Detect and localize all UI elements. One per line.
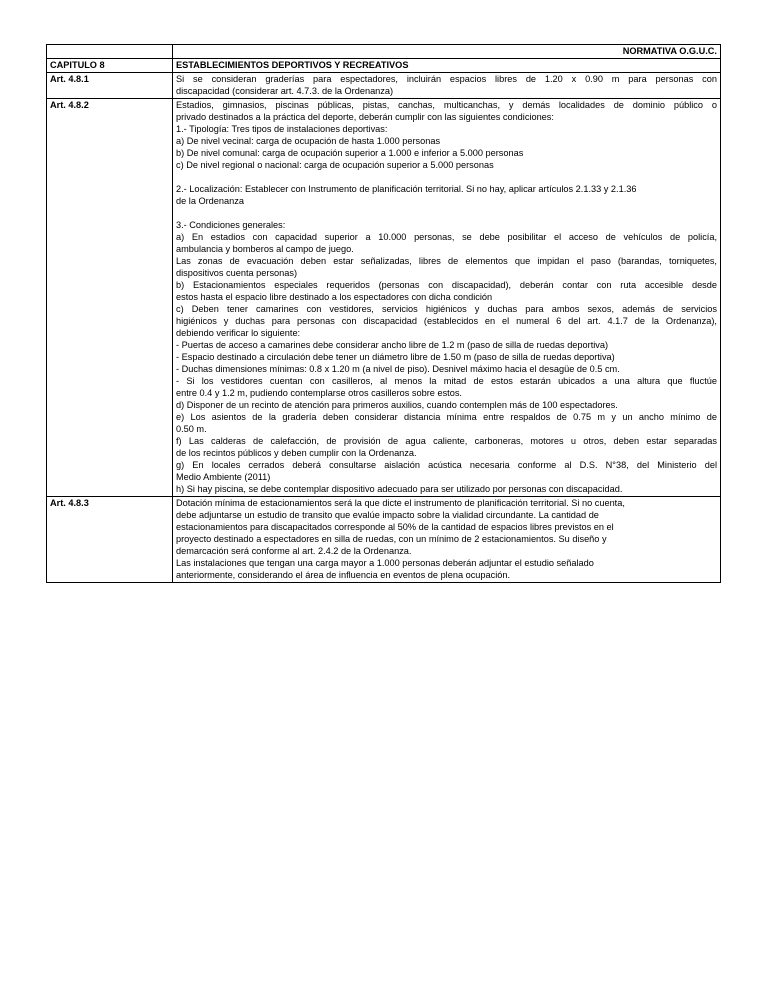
table-row xyxy=(47,45,721,59)
article-text-4-8-2 xyxy=(173,99,721,497)
text-line: debiendo verificar lo siguiente: xyxy=(176,328,301,338)
text-line: 1.- Tipología: Tres tipos de instalaciones deportivas: xyxy=(176,124,388,134)
table-row xyxy=(47,497,721,583)
empty-cell xyxy=(47,45,173,59)
text-line: 3.- Condiciones generales: xyxy=(176,220,286,230)
text-line: ambulancia y bomberos al campo de juego. xyxy=(176,244,354,254)
paragraph-gap xyxy=(176,207,717,219)
article-text-4-8-1 xyxy=(173,73,721,99)
text-line: Las zonas de evacuación deben estar señalizadas, libres de elementos que impidan el paso (barandas, torniquetes, xyxy=(176,256,717,266)
text-line: de los recintos públicos y deben cumplir con la Ordenanza. xyxy=(176,448,417,458)
text-line: de la Ordenanza xyxy=(176,196,244,206)
text-line: - Puertas de acceso a camarines debe considerar ancho libre de 1.2 m (paso de silla de ruedas deportiva) xyxy=(176,340,609,350)
article-text-4-8-3 xyxy=(173,497,721,583)
text-line: estacionamientos para discapacitados corresponde al 50% de la cantidad de espacios libres previstos en el xyxy=(176,522,614,532)
text-line: proyecto destinado a espectadores en silla de ruedas, con un mínimo de 2 estacionamientos. Su diseño y xyxy=(176,534,607,544)
article-label-4-8-2: Art. 4.8.2 xyxy=(47,99,173,497)
text-line: a) De nivel vecinal: carga de ocupación de hasta 1.000 personas xyxy=(176,136,441,146)
text-line: discapacidad (considerar art. 4.7.3. de la Ordenanza) xyxy=(176,86,394,96)
text-line: b) Estacionamientos especiales requeridos (personas con discapacidad), deberán contar con ruta accesible desde xyxy=(176,280,717,290)
text-line: c) Deben tener camarines con vestidores, servicios higiénicos y duchas para ambos sexos, además de servicios xyxy=(176,304,717,314)
text-line: Las instalaciones que tengan una carga mayor a 1.000 personas deberán adjuntar el estudio señalado xyxy=(176,558,594,568)
text-line: debe adjuntarse un estudio de transito que evalúe impacto sobre la vialidad circundante. La cantidad de xyxy=(176,510,599,520)
table-row xyxy=(47,73,721,99)
text-line: g) En locales cerrados deberá consultarse aislación acústica necesaria conforme al D.S. N°38, del Ministerio del xyxy=(176,460,717,470)
chapter-label: CAPITULO 8 xyxy=(47,59,173,73)
text-line: demarcación será conforme al art. 2.4.2 de la Ordenanza. xyxy=(176,546,412,556)
text-line: a) En estadios con capacidad superior a 10.000 personas, se debe posibilitar el acceso de vehículos de policía, xyxy=(176,232,717,242)
text-line: - Espacio destinado a circulación debe tener un diámetro libre de 1.50 m (paso de silla de ruedas deportiva) xyxy=(176,352,615,362)
text-line: 2.- Localización: Establecer con Instrumento de planificación territorial. Si no hay, aplicar artículos 2.1.33 y 2.1.36 xyxy=(176,184,637,194)
chapter-title: ESTABLECIMIENTOS DEPORTIVOS Y RECREATIVOS xyxy=(173,59,721,73)
article-label-4-8-3: Art. 4.8.3 xyxy=(47,497,173,583)
text-line: - Duchas dimensiones mínimas: 0.8 x 1.20 m (a nivel de piso). Desnivel máximo hacia el desagüe de 0.5 cm. xyxy=(176,364,620,374)
table-row xyxy=(47,99,721,497)
text-line: e) Los asientos de la gradería deben considerar distancia mínima entre respaldos de 0.75 m y un ancho mínimo de xyxy=(176,412,717,422)
text-line: - Si los vestidores cuentan con casilleros, al menos la mitad de estos estarán ubicados a una altura que fluctúe xyxy=(176,376,717,386)
text-line: 0.50 m. xyxy=(176,424,207,434)
normativa-table xyxy=(46,44,721,583)
text-line: entre 0.4 y 1.2 m, pudiendo contemplarse otros casilleros sobre estos. xyxy=(176,388,462,398)
table-row xyxy=(47,59,721,73)
paragraph-gap xyxy=(176,171,717,183)
text-line: f) Las calderas de calefacción, de provisión de agua caliente, carboneras, motores u otros, deben estar separadas xyxy=(176,436,717,446)
text-line: privado destinados a la práctica del deporte, deberán cumplir con las siguientes condiciones: xyxy=(176,112,554,122)
article-label-4-8-1: Art. 4.8.1 xyxy=(47,73,173,99)
text-line: b) De nivel comunal: carga de ocupación superior a 1.000 e inferior a 5.000 personas xyxy=(176,148,524,158)
text-line: Medio Ambiente (2011) xyxy=(176,472,271,482)
text-line: Dotación mínima de estacionamientos será la que dicte el instrumento de planificación territorial. Si no cuenta, xyxy=(176,498,625,508)
text-line: h) Si hay piscina, se debe contemplar dispositivo adecuado para ser utilizado por personas con discapacidad. xyxy=(176,484,623,494)
text-line: higiénicos y duchas para personas con discapacidad (establecidos en el numeral 6 del art. 4.1.7 de la Ordenanza), xyxy=(176,316,717,326)
text-line: anteriormente, considerando el área de influencia en eventos de plena ocupación. xyxy=(176,570,511,580)
normativa-title: NORMATIVA O.G.U.C. xyxy=(173,45,721,59)
text-line: estos hasta el espacio libre destinado a los espectadores con dicha condición xyxy=(176,292,493,302)
text-line: dispositivos cuenta personas) xyxy=(176,268,298,278)
text-line: d) Disponer de un recinto de atención para primeros auxilios, cuando contemplen más de 100 espectadores. xyxy=(176,400,618,410)
text-line: Si se consideran graderías para espectadores, incluirán espacios libres de 1.20 x 0.90 m para personas con xyxy=(176,74,717,84)
text-line: Estadios, gimnasios, piscinas públicas, pistas, canchas, multicanchas, y demás localidades de dominio público o xyxy=(176,100,717,110)
text-line: c) De nivel regional o nacional: carga de ocupación superior a 5.000 personas xyxy=(176,160,494,170)
